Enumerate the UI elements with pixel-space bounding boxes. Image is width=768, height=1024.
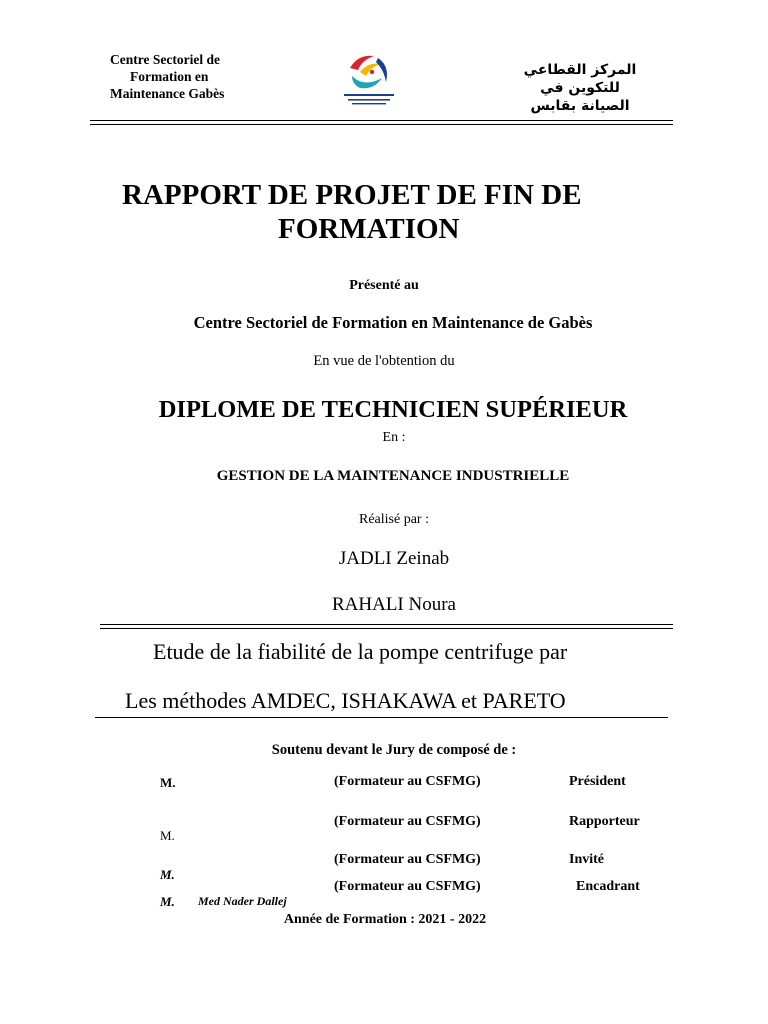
in-label: En : bbox=[382, 430, 406, 445]
atfp-logo-icon bbox=[338, 48, 400, 110]
specialty: GESTION DE LA MAINTENANCE INDUSTRIELLE bbox=[216, 468, 570, 484]
header-left-line: Maintenance Gabès bbox=[110, 86, 225, 101]
header-right-line: المركز القطاعي للتكوين في bbox=[523, 62, 637, 96]
header-right-line: الصيانة بقابس bbox=[530, 98, 630, 114]
subject-divider-bottom bbox=[95, 717, 668, 718]
jury-title: M. bbox=[160, 867, 175, 882]
academic-year: Année de Formation : 2021 - 2022 bbox=[283, 912, 487, 927]
presented-to-label: Présenté au bbox=[349, 278, 419, 293]
jury-title: M. bbox=[160, 828, 175, 843]
header-left-institution bbox=[110, 51, 224, 102]
header-divider bbox=[90, 124, 673, 125]
subject-line: Etude de la fiabilité de la pompe centrifuge par bbox=[153, 639, 568, 664]
header-right-institution-arabic bbox=[505, 61, 655, 115]
jury-affiliation: (Formateur au CSFMG) bbox=[334, 774, 481, 789]
jury-role: Président bbox=[569, 774, 626, 789]
centre-name: Centre Sectoriel de Formation en Maintenance de Gabès bbox=[193, 313, 593, 332]
student-name: JADLI Zeinab bbox=[338, 548, 450, 569]
header-left-line: Formation en bbox=[130, 69, 209, 84]
header-left-line: Centre Sectoriel de bbox=[110, 52, 220, 67]
report-title bbox=[100, 178, 685, 246]
jury-affiliation: (Formateur au CSFMG) bbox=[334, 852, 481, 867]
jury-role: Rapporteur bbox=[569, 814, 640, 829]
jury-member-name: Med Nader Dallej bbox=[198, 894, 287, 908]
jury-title: M. bbox=[160, 894, 175, 909]
subject-line: Les méthodes AMDEC, ISHAKAWA et PARETO bbox=[125, 688, 566, 713]
jury-role: Encadrant bbox=[576, 879, 640, 894]
report-title-line: RAPPORT DE PROJET DE FIN DE bbox=[122, 179, 582, 211]
realised-by-label: Réalisé par : bbox=[359, 512, 429, 527]
jury-title: M. bbox=[160, 775, 176, 790]
header-divider bbox=[90, 120, 673, 121]
report-title-line: FORMATION bbox=[278, 213, 460, 245]
jury-affiliation: (Formateur au CSFMG) bbox=[334, 814, 481, 829]
jury-heading: Soutenu devant le Jury de composé de : bbox=[271, 742, 517, 758]
jury-affiliation: (Formateur au CSFMG) bbox=[334, 879, 481, 894]
diploma-title: DIPLOME DE TECHNICIEN SUPÉRIEUR bbox=[158, 396, 628, 423]
in-view-of-label: En vue de l'obtention du bbox=[313, 353, 455, 369]
subject-divider bbox=[100, 628, 673, 629]
student-name: RAHALI Noura bbox=[331, 594, 456, 615]
subject-divider bbox=[100, 624, 673, 625]
jury-role: Invité bbox=[569, 852, 604, 867]
